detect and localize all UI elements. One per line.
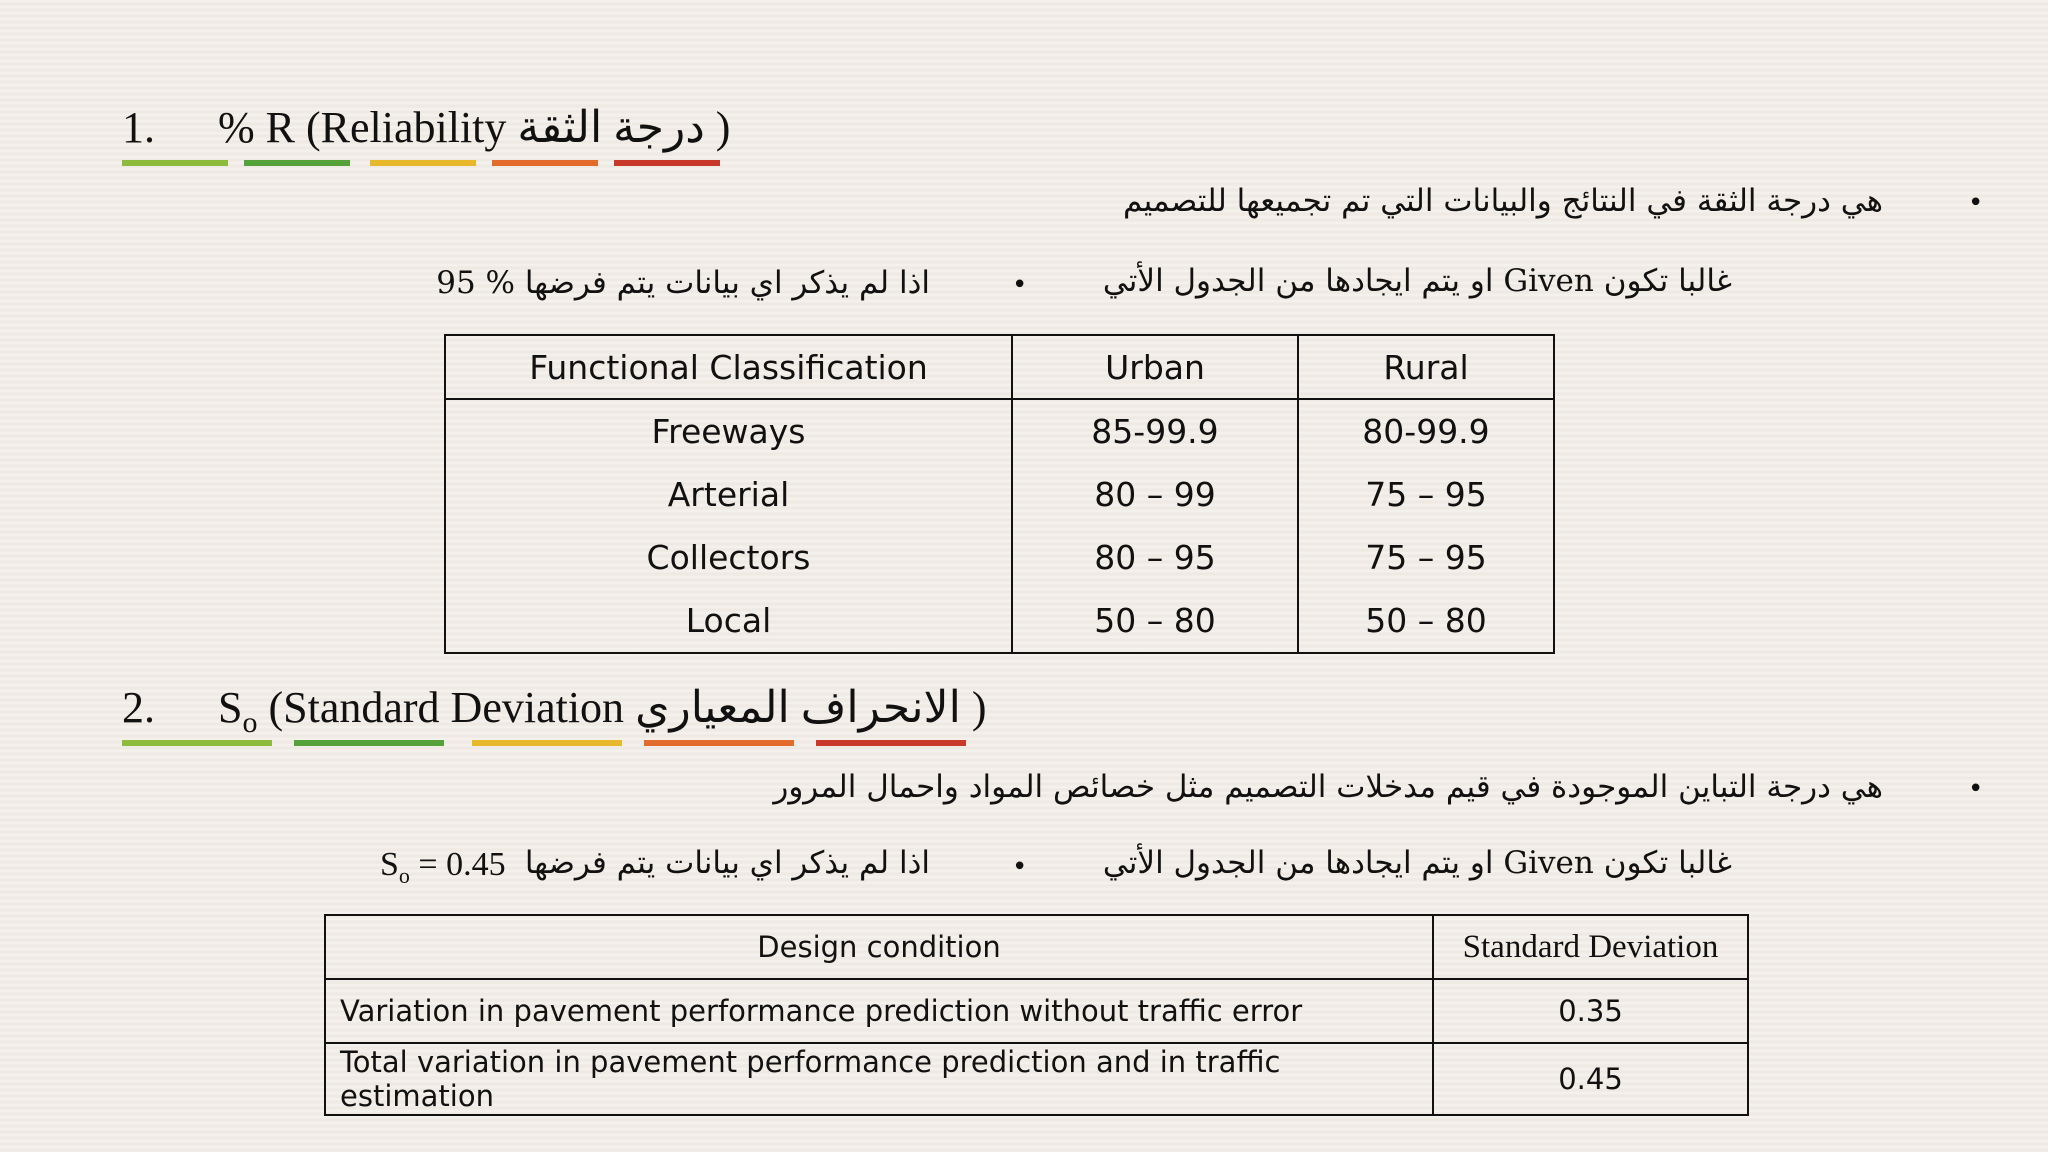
section-2-default-value [380,846,506,888]
section-2-title-rest: (Standard Deviation الانحراف المعياري ) [257,683,987,732]
underline-segment-4 [644,740,794,746]
cell-classification: Collectors [445,526,1012,589]
so-symbol: S [380,846,399,883]
cell-rural: 75 – 95 [1298,463,1554,526]
header-standard-deviation: Standard Deviation [1433,915,1748,979]
header-rural: Rural [1298,335,1554,399]
bullet-dot: • [1968,774,1984,804]
cell-classification: Freeways [445,399,1012,463]
bullet-dot: • [1968,188,1984,218]
section-1-default-note: اذا لم يذكر اي بيانات يتم فرضها % 95 [436,265,930,301]
table-row [325,979,1748,1043]
table-row [445,399,1554,463]
so-value: = 0.45 [409,846,506,883]
table-header-row [325,915,1748,979]
underline-segment-5 [614,160,720,166]
section-1-title: % R (Reliability درجة الثقة ) [218,103,731,152]
underline-segment-3 [370,160,476,166]
table-row [445,526,1554,589]
header-functional-classification: Functional Classification [445,335,1012,399]
section-2-title-symbol: S [218,683,243,732]
header-urban: Urban [1012,335,1298,399]
section-2-heading [122,683,1002,742]
cell-rural: 50 – 80 [1298,589,1554,653]
underline-segment-3 [472,740,622,746]
cell-classification: Local [445,589,1012,653]
table-row [445,463,1554,526]
section-1-given-note: غالبا تكون Given او يتم ايجادها من الجدول الأتي [1102,263,1732,299]
section-2-title [218,683,987,739]
bullet-dot: • [1012,852,1028,882]
cell-urban: 80 – 99 [1012,463,1298,526]
underline-segment-1 [122,740,272,746]
cell-standard-deviation: 0.35 [1433,979,1748,1043]
cell-urban: 85-99.9 [1012,399,1298,463]
section-1-number: 1. [122,103,155,152]
underline-segment-2 [294,740,444,746]
cell-rural: 75 – 95 [1298,526,1554,589]
underline-segment-2 [244,160,350,166]
cell-standard-deviation: 0.45 [1433,1043,1748,1115]
underline-segment-5 [816,740,966,746]
section-2-title-subscript: o [242,706,258,739]
standard-deviation-table [324,914,1749,1116]
header-design-condition: Design condition [325,915,1433,979]
cell-classification: Arterial [445,463,1012,526]
section-2-default-note: اذا لم يذكر اي بيانات يتم فرضها [524,845,930,881]
underline-segment-4 [492,160,598,166]
table-row [325,1043,1748,1115]
section-2-number: 2. [122,683,155,732]
cell-rural: 80-99.9 [1298,399,1554,463]
section-2-given-note: غالبا تكون Given او يتم ايجادها من الجدول الأتي [1102,845,1732,881]
section-2-description: هي درجة التباين الموجودة في قيم مدخلات التصميم مثل خصائص المواد واحمال المرور [773,769,1883,805]
underline-segment-1 [122,160,228,166]
cell-urban: 50 – 80 [1012,589,1298,653]
so-subscript: o [398,863,410,888]
cell-design-condition: Total variation in pavement performance prediction and in traffic estimation [325,1043,1433,1115]
table-row [445,589,1554,653]
bullet-dot: • [1012,270,1028,300]
reliability-table [444,334,1555,654]
cell-urban: 80 – 95 [1012,526,1298,589]
section-1-heading [122,103,742,156]
section-1-description: هي درجة الثقة في النتائج والبيانات التي تم تجميعها للتصميم [1122,183,1883,219]
table-header-row [445,335,1554,399]
cell-design-condition: Variation in pavement performance prediction without traffic error [325,979,1433,1043]
